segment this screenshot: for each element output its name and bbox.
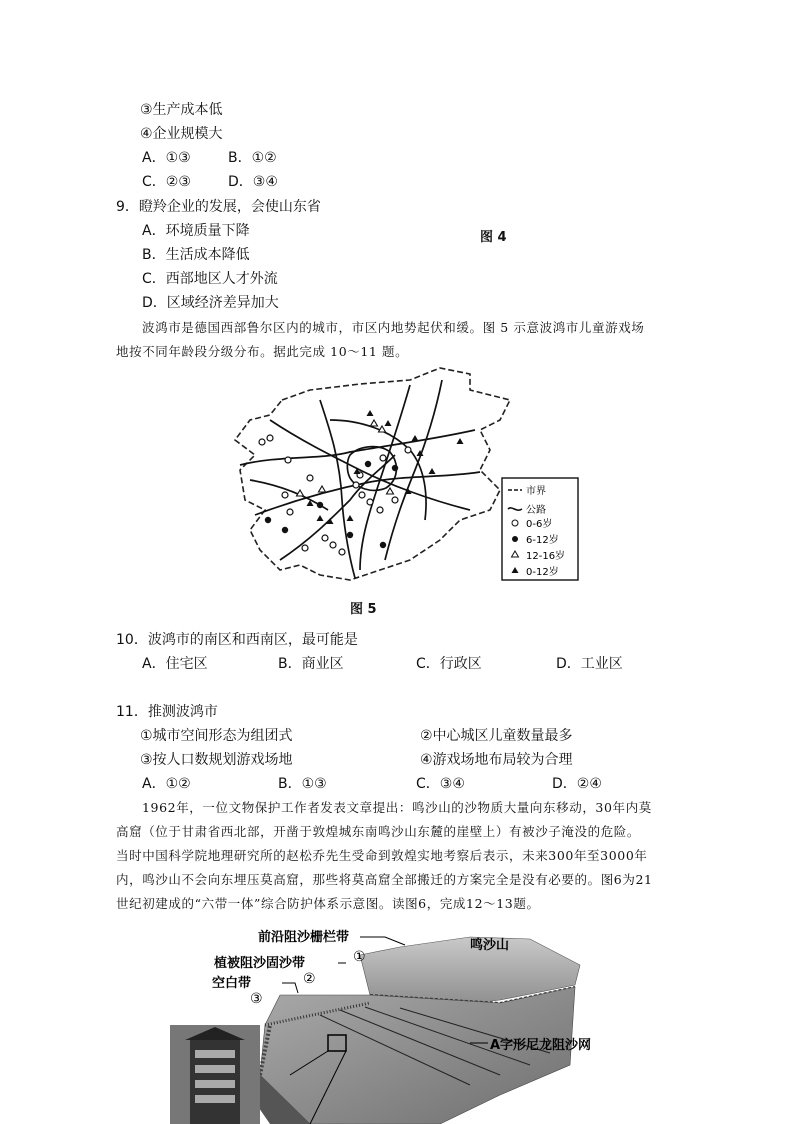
label-blank-belt: 空白带 [212,976,252,991]
legend-0-12: 0-12岁 [526,567,559,578]
q8-item-3: ③生产成本低 [140,102,223,118]
q8-option-d[interactable]: D．③④ [228,174,278,190]
q10-option-a[interactable]: A．住宅区 [142,656,208,672]
figure-6-diagram [170,925,630,1124]
legend-city-boundary: 市界 [526,486,546,497]
q11-option-b[interactable]: B．①③ [278,776,327,792]
roads [240,380,480,578]
q11-item-4: ④游戏场地布局较为合理 [420,752,573,768]
q9-option-b[interactable]: B．生活成本降低 [142,247,250,263]
label-veg-belt: 植被阻沙固沙带 [214,956,306,971]
q8-option-c[interactable]: C．②③ [142,174,191,190]
legend-0-6: 0-6岁 [526,519,553,530]
intro-10-11-line-2: 地按不同年龄段分级分布。据此完成 10～11 题。 [116,344,409,359]
marker-1: ① [353,949,366,965]
intro-12-13-line-3: 当时中国科学院地理研究所的赵松乔先生受命到敦煌实地考察后表示，未来300年至3000年 [116,848,648,863]
q10-stem: 10．波鸿市的南区和西南区，最可能是 [116,632,358,648]
q8-option-a[interactable]: A．①③ [142,150,191,166]
intro-12-13-line-5: 世纪初建成的“六带一体”综合防护体系示意图。读图6，完成12～13题。 [116,896,540,911]
legend-6-12: 6-12岁 [526,535,559,546]
q8-item-4: ④企业规模大 [140,126,223,142]
q11-stem: 11．推测波鸿市 [116,704,218,720]
label-mingsha: 鸣沙山 [470,938,510,953]
q11-item-1: ①城市空间形态为组团式 [140,728,293,744]
label-nylon-net: A字形尼龙阻沙网 [490,1038,592,1053]
figure-5-caption: 图 5 [350,602,377,617]
q9-stem: 9．瞪羚企业的发展，会使山东省 [116,199,321,215]
q10-option-c[interactable]: C．行政区 [416,656,482,672]
intro-12-13-line-2: 高窟（位于甘肃省西北部，开凿于敦煌城东南鸣沙山东麓的崖壁上）有被沙子淹没的危险。 [116,824,641,839]
q10-option-b[interactable]: B．商业区 [278,656,344,672]
q9-option-a[interactable]: A．环境质量下降 [142,223,250,239]
legend-12-16: 12-16岁 [526,551,566,562]
q11-item-2: ②中心城区儿童数量最多 [420,728,573,744]
q11-item-3: ③按人口数规划游戏场地 [140,752,293,768]
q11-option-a[interactable]: A．①② [142,776,191,792]
pagoda-photo [170,1025,260,1124]
marker-3: ③ [250,991,263,1007]
intro-12-13-line-1: 1962年，一位文物保护工作者发表文章提出：鸣沙山的沙物质大量向东移动，30年内莫 [142,800,652,815]
q9-option-c[interactable]: C．西部地区人才外流 [142,271,278,287]
figure-5-legend [502,478,578,580]
q8-option-b[interactable]: B．①② [228,150,277,166]
q11-option-d[interactable]: D．②④ [552,776,602,792]
figure-4-label: 图 4 [480,230,507,245]
intro-10-11-line-1: 波鸿市是德国西部鲁尔区内的城市，市区内地势起伏和缓。图 5 示意波鸿市儿童游戏场 [142,320,645,335]
legend-road: 公路 [526,505,546,516]
q11-option-c[interactable]: C．③④ [416,776,465,792]
protection-plain [260,987,575,1124]
label-front-fence: 前沿阻沙栅栏带 [258,930,350,945]
q9-option-d[interactable]: D．区域经济差异加大 [142,295,279,311]
intro-12-13-line-4: 内，鸣沙山不会向东埋压莫高窟，那些将莫高窟全部搬迁的方案完全是没有必要的。图6为21 [116,872,653,887]
q10-option-d[interactable]: D．工业区 [556,656,623,672]
figure-5-map [210,360,610,590]
marker-2: ② [303,971,316,987]
